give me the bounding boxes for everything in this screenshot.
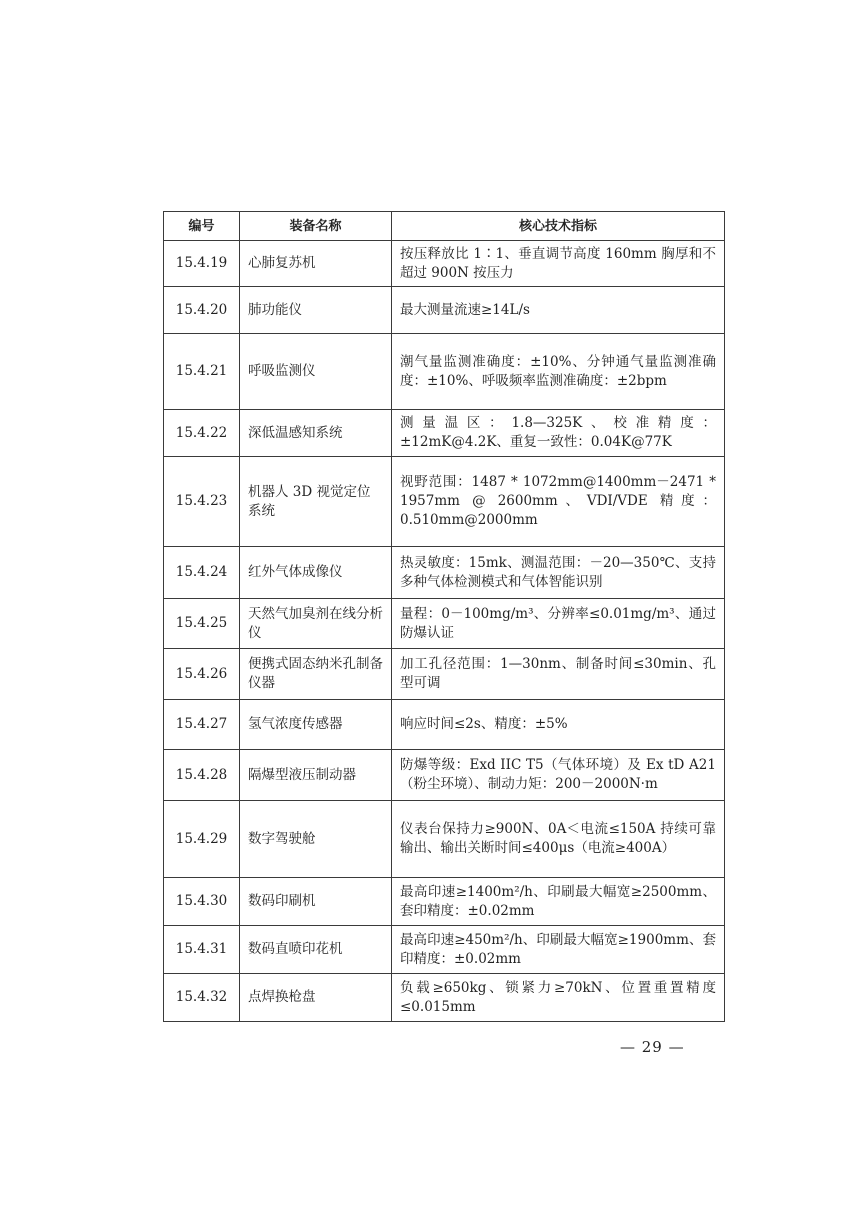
row-id: 15.4.24 <box>164 547 240 599</box>
table-row <box>164 974 725 1022</box>
table-row <box>164 750 725 801</box>
row-spec: 热灵敏度：15mk、测温范围：－20—350℃、支持多种气体检测模式和气体智能识别 <box>392 547 725 599</box>
row-name: 便携式固态纳米孔制备仪器 <box>240 649 392 700</box>
row-id: 15.4.23 <box>164 457 240 547</box>
row-name: 数码印刷机 <box>240 878 392 926</box>
table-row <box>164 878 725 926</box>
table-row <box>164 287 725 334</box>
row-id: 15.4.21 <box>164 334 240 410</box>
row-id: 15.4.28 <box>164 750 240 801</box>
table-row <box>164 599 725 649</box>
header-spec: 核心技术指标 <box>392 212 725 241</box>
row-spec: 最高印速≥1400m²/h、印刷最大幅宽≥2500mm、套印精度：±0.02mm <box>392 878 725 926</box>
row-id: 15.4.22 <box>164 410 240 457</box>
row-id: 15.4.20 <box>164 287 240 334</box>
row-spec: 视野范围：1487 * 1072mm@1400mm－2471 * 1957mm @ 2600mm、VDI/VDE 精度：0.510mm@2000mm <box>392 457 725 547</box>
row-id: 15.4.29 <box>164 801 240 878</box>
header-name: 装备名称 <box>240 212 392 241</box>
row-spec: 潮气量监测准确度：±10%、分钟通气量监测准确度：±10%、呼吸频率监测准确度：±2bpm <box>392 334 725 410</box>
row-name: 肺功能仪 <box>240 287 392 334</box>
row-name: 氢气浓度传感器 <box>240 700 392 750</box>
table-row <box>164 649 725 700</box>
row-name: 数字驾驶舱 <box>240 801 392 878</box>
table-row <box>164 547 725 599</box>
header-id: 编号 <box>164 212 240 241</box>
page-number: — 29 — <box>620 1038 685 1056</box>
row-id: 15.4.30 <box>164 878 240 926</box>
row-spec: 仪表台保持力≥900N、0A＜电流≤150A 持续可靠输出、输出关断时间≤400μs（电流≥400A） <box>392 801 725 878</box>
row-name: 隔爆型液压制动器 <box>240 750 392 801</box>
table-row <box>164 241 725 287</box>
table-row <box>164 410 725 457</box>
row-spec: 加工孔径范围：1—30nm、制备时间≤30min、孔型可调 <box>392 649 725 700</box>
row-name: 深低温感知系统 <box>240 410 392 457</box>
row-name: 天然气加臭剂在线分析仪 <box>240 599 392 649</box>
row-spec: 最大测量流速≥14L/s <box>392 287 725 334</box>
row-name: 呼吸监测仪 <box>240 334 392 410</box>
row-spec: 量程：0－100mg/m³、分辨率≤0.01mg/m³、通过防爆认证 <box>392 599 725 649</box>
table-row <box>164 926 725 974</box>
row-name: 点焊换枪盘 <box>240 974 392 1022</box>
row-id: 15.4.31 <box>164 926 240 974</box>
row-id: 15.4.26 <box>164 649 240 700</box>
row-id: 15.4.25 <box>164 599 240 649</box>
row-id: 15.4.19 <box>164 241 240 287</box>
row-name: 机器人 3D 视觉定位系统 <box>240 457 392 547</box>
row-name: 数码直喷印花机 <box>240 926 392 974</box>
table-row <box>164 700 725 750</box>
equipment-table <box>163 211 725 1022</box>
row-id: 15.4.27 <box>164 700 240 750</box>
table-row <box>164 801 725 878</box>
row-id: 15.4.32 <box>164 974 240 1022</box>
table-row <box>164 457 725 547</box>
table-header-row <box>164 212 725 241</box>
row-name: 心肺复苏机 <box>240 241 392 287</box>
row-name: 红外气体成像仪 <box>240 547 392 599</box>
row-spec: 测量温区：1.8—325K、校准精度：±12mK@4.2K、重复一致性：0.04K@77K <box>392 410 725 457</box>
row-spec: 按压释放比 1∶1、垂直调节高度 160mm 胸厚和不超过 900N 按压力 <box>392 241 725 287</box>
row-spec: 负载≥650kg、锁紧力≥70kN、位置重置精度≤0.015mm <box>392 974 725 1022</box>
table-row <box>164 334 725 410</box>
row-spec: 响应时间≤2s、精度：±5% <box>392 700 725 750</box>
row-spec: 防爆等级：Exd IIC T5（气体环境）及 Ex tD A21（粉尘环境）、制动力矩：200－2000N·m <box>392 750 725 801</box>
row-spec: 最高印速≥450m²/h、印刷最大幅宽≥1900mm、套印精度：±0.02mm <box>392 926 725 974</box>
